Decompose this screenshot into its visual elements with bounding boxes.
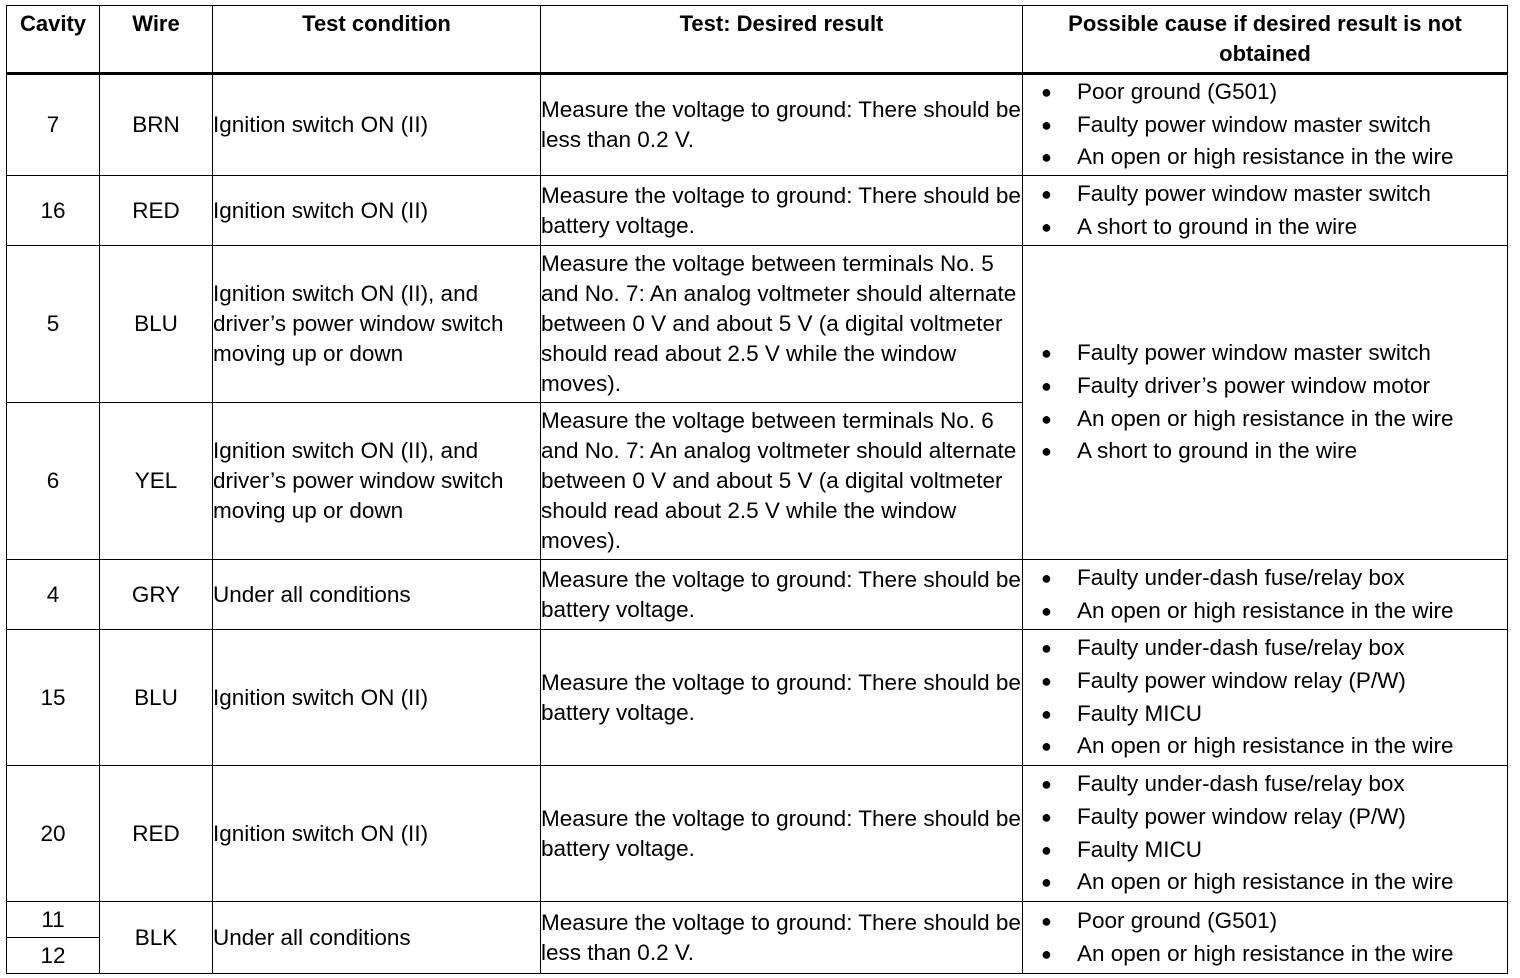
- table-row: [7, 902, 1508, 938]
- cause-item: ● A short to ground in the wire: [1041, 211, 1507, 244]
- table-row: [7, 560, 1508, 630]
- cause-item: ● Faulty MICU: [1041, 834, 1507, 867]
- wire-cell: GRY: [100, 560, 213, 630]
- cause-item: ● Faulty power window master switch: [1041, 337, 1507, 370]
- condition-cell: Ignition switch ON (II): [213, 766, 541, 902]
- condition-cell: Under all conditions: [213, 902, 541, 974]
- header-possible-cause: Possible cause if desired result is not obtained: [1023, 6, 1508, 74]
- cause-item: ● An open or high resistance in the wire: [1041, 866, 1507, 899]
- wire-cell: RED: [100, 766, 213, 902]
- condition-cell: Under all conditions: [213, 560, 541, 630]
- result-cell: Measure the voltage to ground: There should be battery voltage.: [541, 766, 1023, 902]
- cause-item: ● Faulty under-dash fuse/relay box: [1041, 562, 1507, 595]
- cause-list: [1023, 76, 1507, 174]
- header-test-condition: Test condition: [213, 6, 541, 74]
- table-row: [7, 766, 1508, 902]
- cause-list: [1023, 768, 1507, 899]
- result-cell: Measure the voltage to ground: There should be battery voltage.: [541, 176, 1023, 246]
- wire-cell: BLK: [100, 902, 213, 974]
- cause-item: ● Faulty power window master switch: [1041, 178, 1507, 211]
- wire-cell: BLU: [100, 246, 213, 403]
- cause-item: ● Faulty under-dash fuse/relay box: [1041, 768, 1507, 801]
- table-row: [7, 630, 1508, 766]
- cause-item: ● An open or high resistance in the wire: [1041, 403, 1507, 436]
- cause-cell: [1023, 246, 1508, 560]
- wire-cell: BLU: [100, 630, 213, 766]
- result-cell: Measure the voltage to ground: There should be less than 0.2 V.: [541, 902, 1023, 974]
- cavity-cell: 20: [7, 766, 100, 902]
- cavity-cell: 4: [7, 560, 100, 630]
- cavity-cell: 11: [7, 902, 100, 938]
- test-table: [6, 5, 1508, 974]
- cavity-cell: 16: [7, 176, 100, 246]
- cause-list: [1023, 337, 1507, 468]
- cavity-cell: 7: [7, 74, 100, 176]
- header-wire: Wire: [100, 6, 213, 74]
- cause-list: [1023, 905, 1507, 970]
- cause-cell: [1023, 176, 1508, 246]
- header-row: [7, 6, 1508, 74]
- cause-item: ● An open or high resistance in the wire: [1041, 938, 1507, 971]
- wire-cell: BRN: [100, 74, 213, 176]
- condition-cell: Ignition switch ON (II): [213, 74, 541, 176]
- cause-cell: [1023, 560, 1508, 630]
- cause-item: ● Faulty driver’s power window motor: [1041, 370, 1507, 403]
- cause-item: ● Faulty power window master switch: [1041, 109, 1507, 142]
- wire-cell: RED: [100, 176, 213, 246]
- result-cell: Measure the voltage between terminals No. 5 and No. 7: An analog voltmeter should alternate between 0 V and about 5 V (a digital voltmeter should read about 2.5 V while the window moves).: [541, 246, 1023, 403]
- result-cell: Measure the voltage between terminals No. 6 and No. 7: An analog voltmeter should alternate between 0 V and about 5 V (a digital voltmeter should read about 2.5 V while the window moves).: [541, 403, 1023, 560]
- table-row: [7, 246, 1508, 403]
- cause-item: ● A short to ground in the wire: [1041, 435, 1507, 468]
- cavity-cell: 5: [7, 246, 100, 403]
- cause-cell: [1023, 766, 1508, 902]
- result-cell: Measure the voltage to ground: There should be less than 0.2 V.: [541, 74, 1023, 176]
- table-row: [7, 74, 1508, 176]
- cause-item: ● An open or high resistance in the wire: [1041, 730, 1507, 763]
- result-cell: Measure the voltage to ground: There should be battery voltage.: [541, 560, 1023, 630]
- header-desired-result: Test: Desired result: [541, 6, 1023, 74]
- cause-item: ● Faulty power window relay (P/W): [1041, 665, 1507, 698]
- cause-list: [1023, 178, 1507, 243]
- cause-list: [1023, 562, 1507, 627]
- cause-item: ● Faulty MICU: [1041, 698, 1507, 731]
- cause-item: ● Poor ground (G501): [1041, 905, 1507, 938]
- cause-item: ● Poor ground (G501): [1041, 76, 1507, 109]
- cause-item: ● Faulty under-dash fuse/relay box: [1041, 632, 1507, 665]
- cause-item: ● An open or high resistance in the wire: [1041, 595, 1507, 628]
- table-row: [7, 176, 1508, 246]
- header-cavity: Cavity: [7, 6, 100, 74]
- cause-list: [1023, 632, 1507, 763]
- condition-cell: Ignition switch ON (II), and driver’s power window switch moving up or down: [213, 403, 541, 560]
- condition-cell: Ignition switch ON (II), and driver’s power window switch moving up or down: [213, 246, 541, 403]
- condition-cell: Ignition switch ON (II): [213, 630, 541, 766]
- cause-cell: [1023, 74, 1508, 176]
- cause-item: ● Faulty power window relay (P/W): [1041, 801, 1507, 834]
- cause-cell: [1023, 630, 1508, 766]
- cause-cell: [1023, 902, 1508, 974]
- result-cell: Measure the voltage to ground: There should be battery voltage.: [541, 630, 1023, 766]
- cause-item: ● An open or high resistance in the wire: [1041, 141, 1507, 174]
- cavity-cell: 12: [7, 938, 100, 974]
- condition-cell: Ignition switch ON (II): [213, 176, 541, 246]
- cavity-cell: 15: [7, 630, 100, 766]
- wire-cell: YEL: [100, 403, 213, 560]
- cavity-cell: 6: [7, 403, 100, 560]
